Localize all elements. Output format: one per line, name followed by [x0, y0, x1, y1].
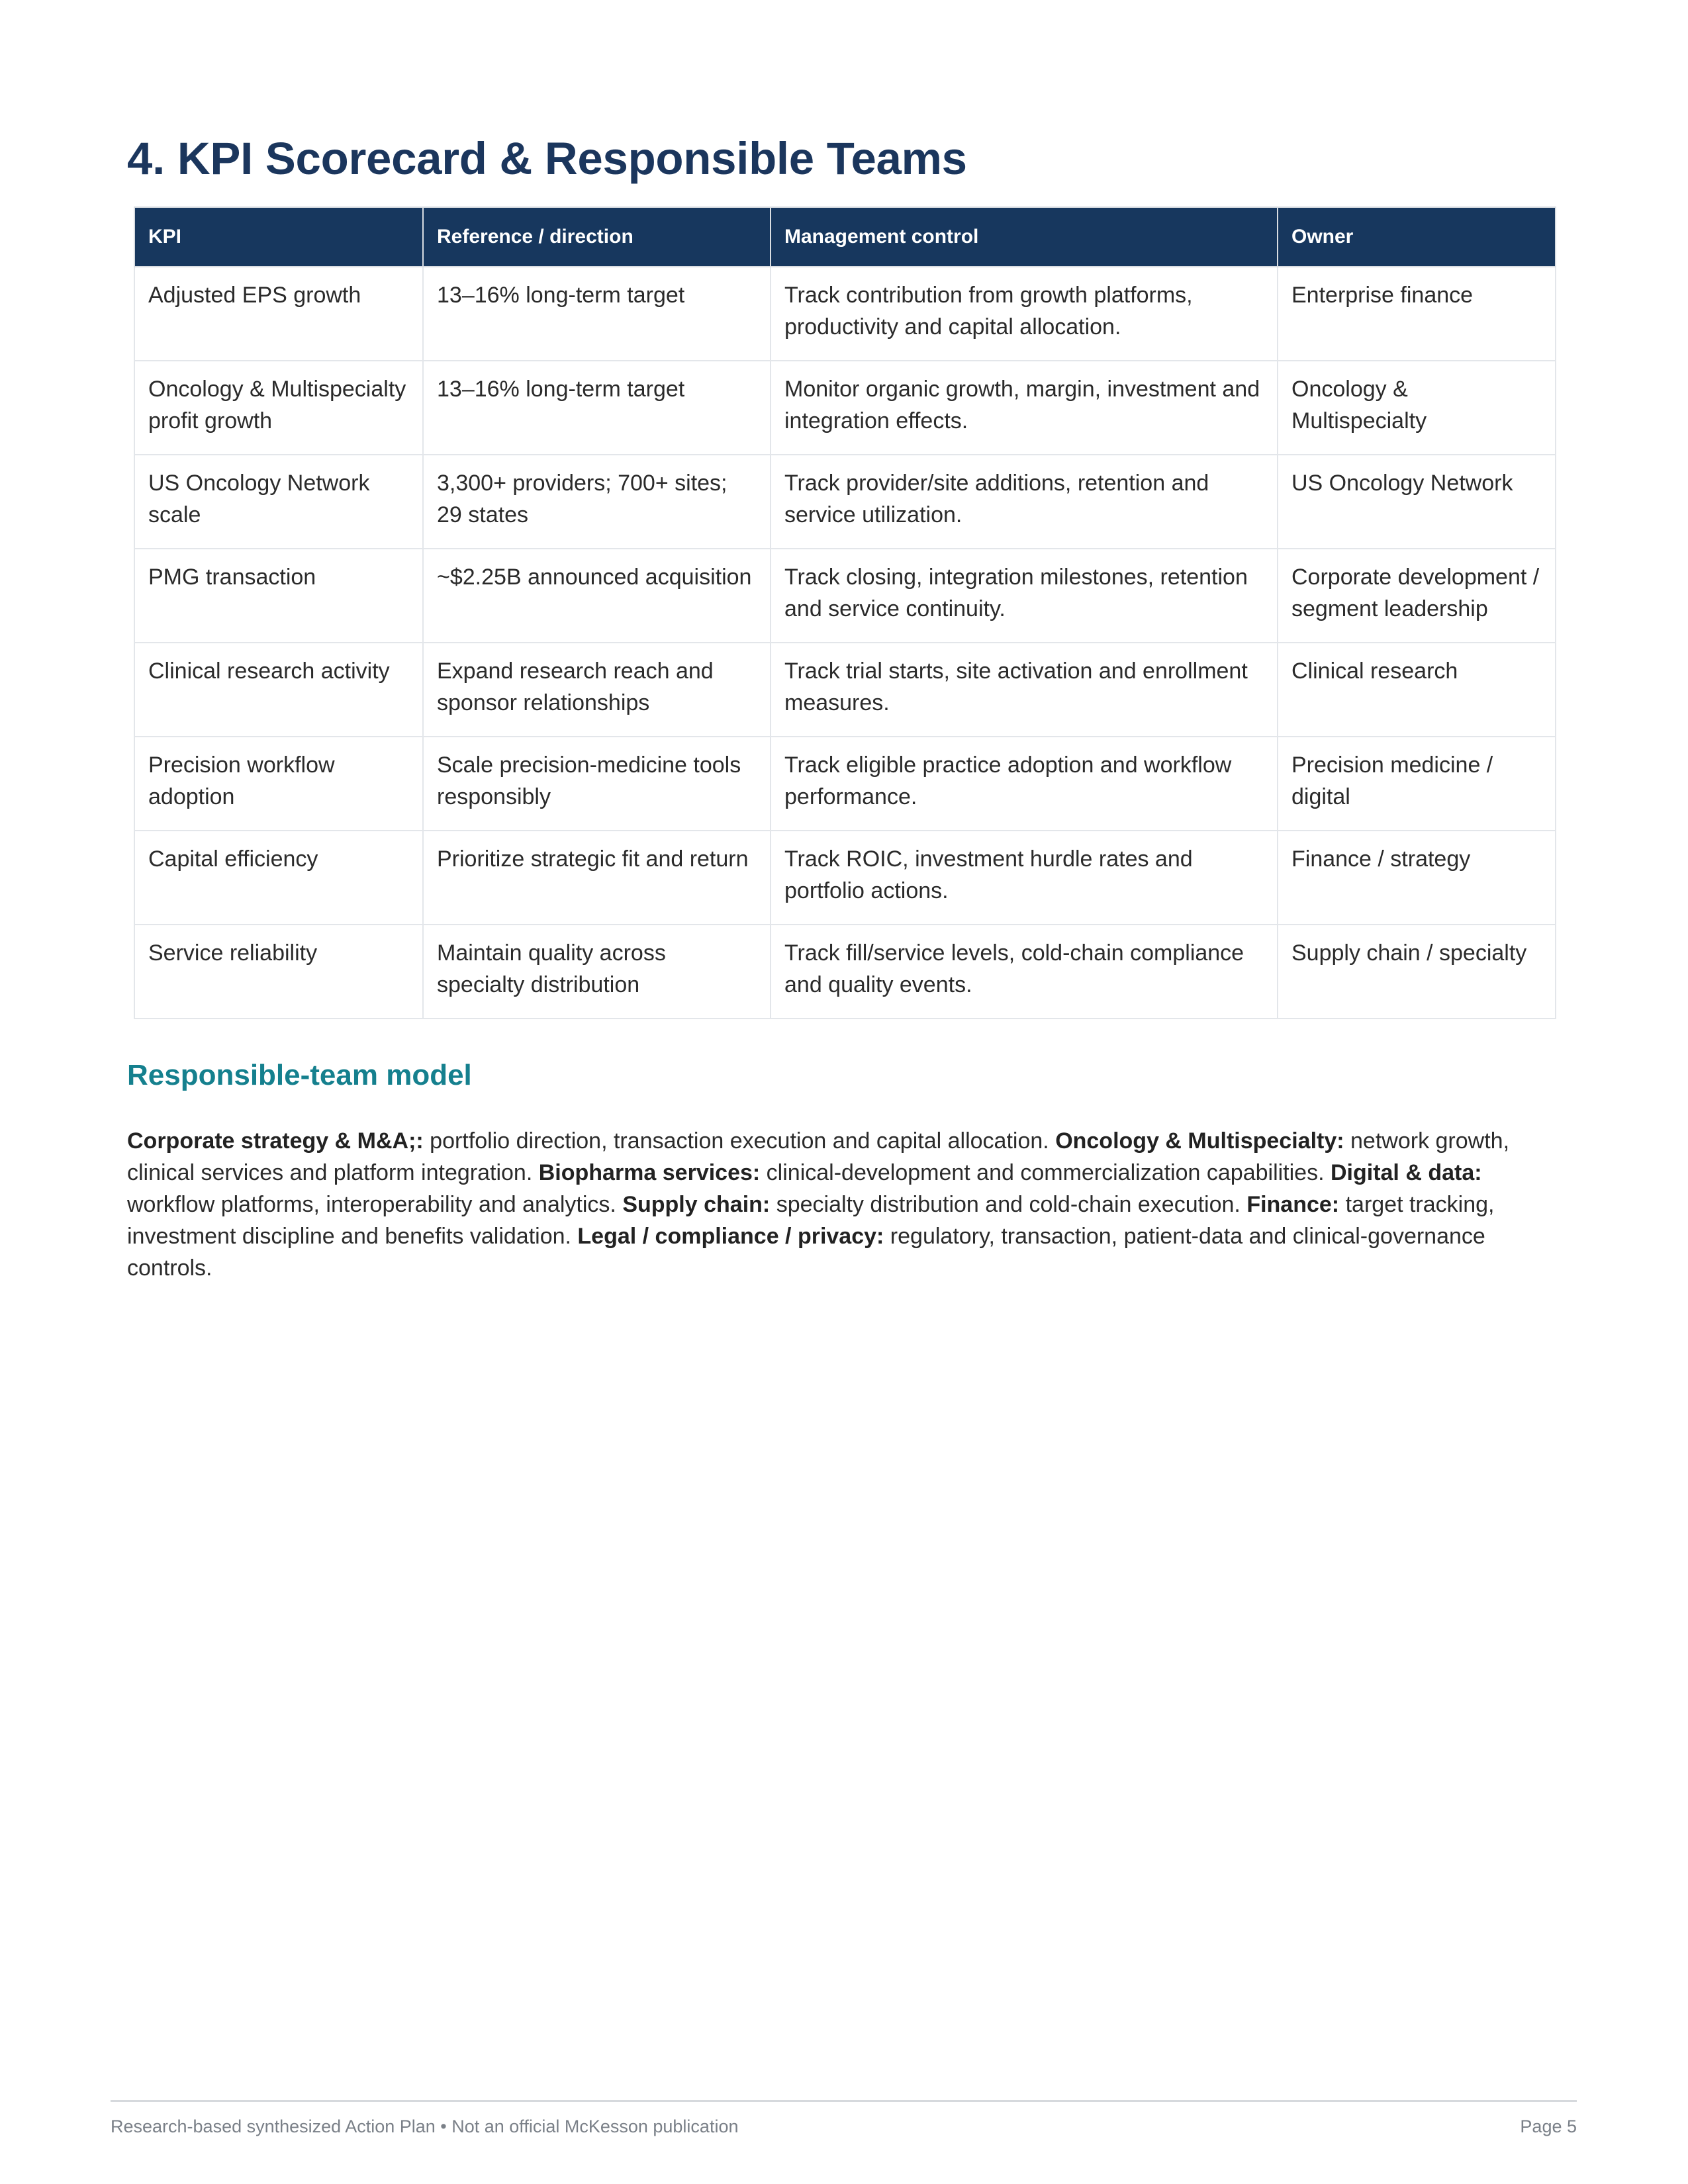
owner-cell: Enterprise finance — [1278, 267, 1556, 361]
table-row — [134, 643, 1556, 737]
team-label: Digital & data: — [1330, 1160, 1482, 1185]
header-reference-direction: Reference / direction — [423, 207, 771, 267]
kpi-cell: Oncology & Multispecialty profit growth — [134, 361, 423, 455]
team-label: Biopharma services: — [538, 1160, 761, 1185]
reference-cell: ~$2.25B announced acquisition — [423, 549, 771, 643]
team-description: target tracking, investment discipline and benefits validation. — [127, 1192, 1495, 1249]
reference-cell: 13–16% long-term target — [423, 267, 771, 361]
table-row — [134, 267, 1556, 361]
owner-cell: Precision medicine / digital — [1278, 737, 1556, 831]
footer-divider — [111, 2100, 1577, 2102]
table-row — [134, 925, 1556, 1019]
team-label: Legal / compliance / privacy: — [577, 1224, 884, 1249]
kpi-cell: Service reliability — [134, 925, 423, 1019]
team-label: Corporate strategy & M&A;: — [127, 1128, 424, 1154]
team-description: regulatory, transaction, patient-data and clinical-governance controls. — [127, 1224, 1485, 1281]
section-title-responsible-team-model: Responsible-team model — [127, 1059, 472, 1091]
kpi-cell: US Oncology Network scale — [134, 455, 423, 549]
team-label: Supply chain: — [622, 1192, 771, 1217]
header-row — [134, 207, 1556, 267]
header-owner: Owner — [1278, 207, 1556, 267]
reference-cell: 13–16% long-term target — [423, 361, 771, 455]
table-row — [134, 361, 1556, 455]
control-cell: Track closing, integration milestones, retention and service continuity. — [771, 549, 1278, 643]
owner-cell: Oncology & Multispecialty — [1278, 361, 1556, 455]
team-description: clinical-development and commercialization capabilities. — [760, 1160, 1331, 1185]
team-description: workflow platforms, interoperability and analytics. — [127, 1192, 623, 1217]
kpi-cell: Precision workflow adoption — [134, 737, 423, 831]
team-label: Finance: — [1246, 1192, 1340, 1217]
kpi-cell: Clinical research activity — [134, 643, 423, 737]
owner-cell: US Oncology Network — [1278, 455, 1556, 549]
team-label: Oncology & Multispecialty: — [1055, 1128, 1344, 1154]
table-row — [134, 737, 1556, 831]
team-description: network growth, clinical services and platform integration. — [127, 1128, 1510, 1185]
table-row — [134, 549, 1556, 643]
reference-cell: Prioritize strategic fit and return — [423, 831, 771, 925]
kpi-cell: Adjusted EPS growth — [134, 267, 423, 361]
control-cell: Monitor organic growth, margin, investment and integration effects. — [771, 361, 1278, 455]
kpi-cell: Capital efficiency — [134, 831, 423, 925]
page-number: Page 5 — [1520, 2116, 1577, 2136]
kpi-scorecard-table — [134, 206, 1556, 1019]
table-row — [134, 831, 1556, 925]
kpi-cell: PMG transaction — [134, 549, 423, 643]
header-management-control: Management control — [771, 207, 1278, 267]
control-cell: Track trial starts, site activation and enrollment measures. — [771, 643, 1278, 737]
team-description: portfolio direction, transaction execution and capital allocation. — [423, 1128, 1056, 1154]
control-cell: Track contribution from growth platforms, productivity and capital allocation. — [771, 267, 1278, 361]
control-cell: Track eligible practice adoption and workflow performance. — [771, 737, 1278, 831]
header-kpi: KPI — [134, 207, 423, 267]
reference-cell: Expand research reach and sponsor relationships — [423, 643, 771, 737]
owner-cell: Finance / strategy — [1278, 831, 1556, 925]
page-title: 4. KPI Scorecard & Responsible Teams — [127, 133, 967, 184]
control-cell: Track provider/site additions, retention and service utilization. — [771, 455, 1278, 549]
reference-cell: 3,300+ providers; 700+ sites; 29 states — [423, 455, 771, 549]
owner-cell: Corporate development / segment leadership — [1278, 549, 1556, 643]
owner-cell: Clinical research — [1278, 643, 1556, 737]
owner-cell: Supply chain / specialty — [1278, 925, 1556, 1019]
responsible-team-paragraph — [127, 1125, 1564, 1284]
control-cell: Track fill/service levels, cold-chain compliance and quality events. — [771, 925, 1278, 1019]
table-row — [134, 455, 1556, 549]
team-description: specialty distribution and cold-chain execution. — [770, 1192, 1247, 1217]
reference-cell: Scale precision-medicine tools responsibly — [423, 737, 771, 831]
footer-disclaimer: Research-based synthesized Action Plan • Not an official McKesson publication — [111, 2116, 739, 2136]
reference-cell: Maintain quality across specialty distribution — [423, 925, 771, 1019]
table-header — [134, 207, 1556, 267]
control-cell: Track ROIC, investment hurdle rates and portfolio actions. — [771, 831, 1278, 925]
